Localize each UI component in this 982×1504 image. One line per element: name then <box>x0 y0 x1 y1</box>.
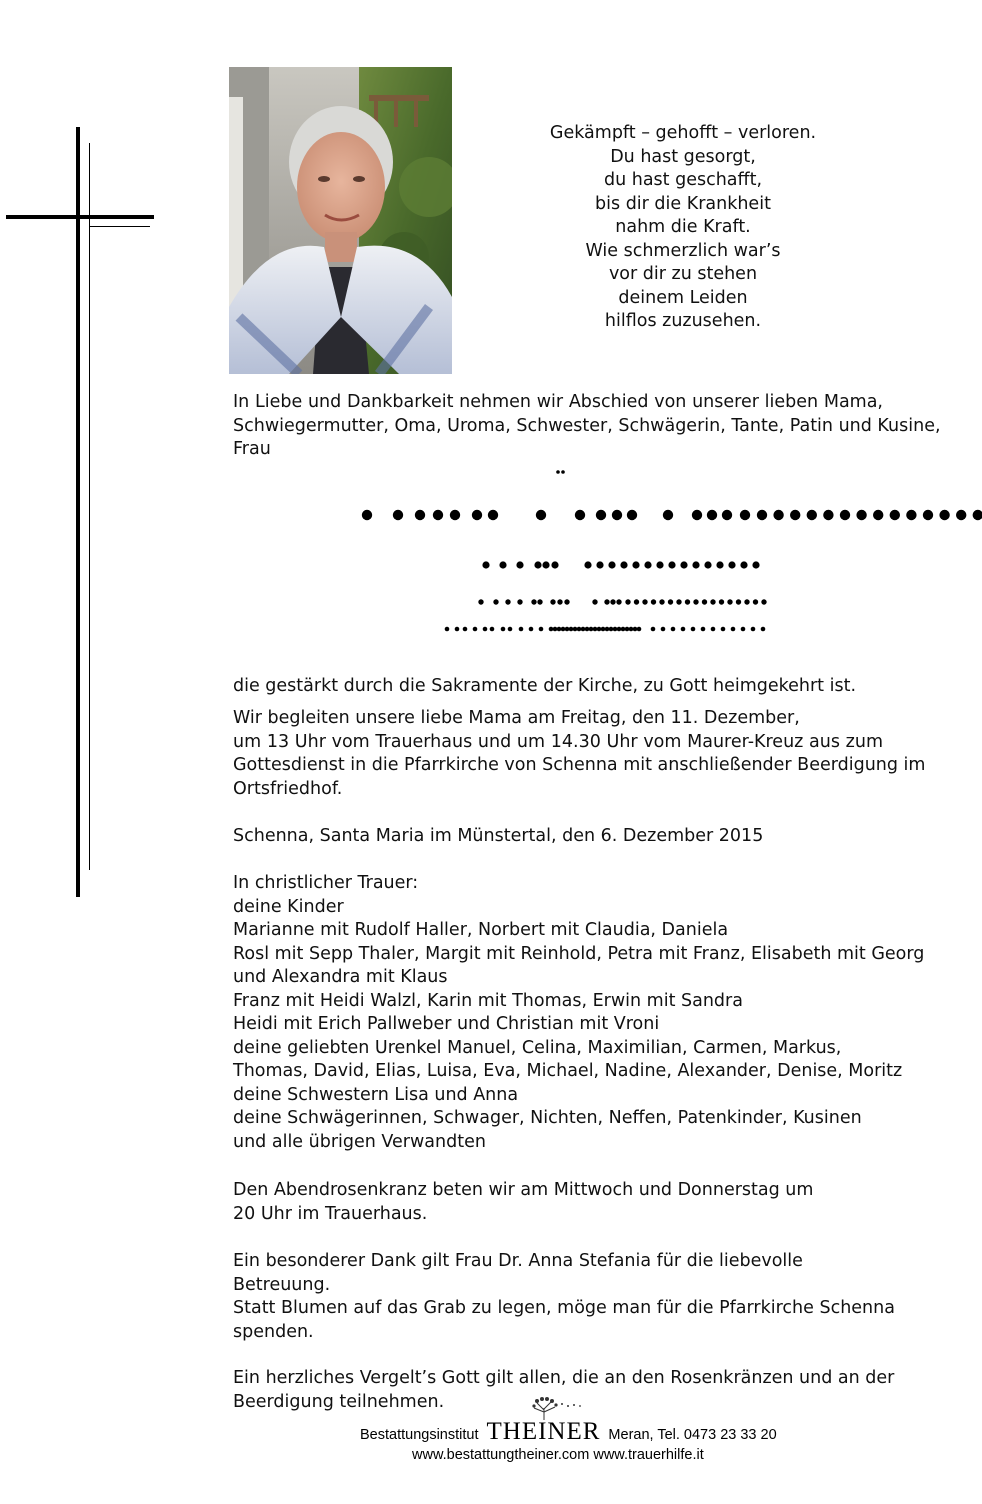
redaction-dot <box>557 599 562 604</box>
redacted-name-block <box>0 0 982 650</box>
intro-line: In Liebe und Dankbarkeit nehmen wir Abschied von unserer lieben Mama, <box>233 392 883 412</box>
redaction-dot <box>707 510 717 520</box>
redaction-dot <box>727 599 732 604</box>
redaction-dot <box>616 599 621 604</box>
poem-line: Du hast gesorgt, <box>610 146 756 167</box>
mourners-line: Rosl mit Sepp Thaler, Margit mit Reinhold, Petra mit Franz, Elisabeth mit Georg <box>233 943 925 964</box>
poem-line: deinem Leiden <box>618 287 748 308</box>
redaction-dot <box>668 561 675 568</box>
redaction-dot <box>736 599 741 604</box>
redaction-dot <box>722 510 732 520</box>
redaction-dot <box>629 627 634 632</box>
redaction-dot <box>463 627 468 632</box>
redaction-dot <box>601 627 606 632</box>
redaction-dot <box>508 627 513 632</box>
poem-line: bis dir die Krankheit <box>595 193 771 214</box>
redaction-dot <box>604 599 609 604</box>
redaction-dot <box>823 510 833 520</box>
footer-contact: Meran, Tel. 0473 23 33 20 <box>608 1427 777 1443</box>
redaction-dot <box>596 561 603 568</box>
redaction-dot <box>393 510 403 520</box>
redaction-dot <box>731 627 736 632</box>
redaction-dot <box>534 561 541 568</box>
redaction-dot <box>956 510 966 520</box>
mourners-line: und Alexandra mit Klaus <box>233 967 448 987</box>
redaction-dot <box>553 627 558 632</box>
redaction-dot <box>644 561 651 568</box>
redaction-dot <box>693 599 698 604</box>
mourners-line: Heidi mit Erich Pallweber und Christian mit Vroni <box>233 1014 660 1034</box>
redaction-dot <box>890 510 900 520</box>
redaction-dot <box>517 599 522 604</box>
redaction-dot <box>752 561 759 568</box>
redaction-dot <box>585 627 590 632</box>
redaction-dot <box>701 627 706 632</box>
redaction-dot <box>505 599 510 604</box>
redaction-dot <box>753 599 758 604</box>
redaction-dot <box>536 510 546 520</box>
redaction-dot <box>681 627 686 632</box>
redaction-dot <box>516 561 523 568</box>
redaction-dot <box>478 599 483 604</box>
mourners-line: Franz mit Heidi Walzl, Karin mit Thomas, Erwin mit Sandra <box>233 990 743 1011</box>
redaction-dot <box>581 627 586 632</box>
funeral-line: Wir begleiten unsere liebe Mama am Freitag, den 11. Dezember, <box>233 708 800 728</box>
poem-line: hilflos zuzusehen. <box>604 311 762 331</box>
redaction-dot <box>433 510 443 520</box>
redaction-dot <box>680 561 687 568</box>
redaction-dot <box>728 561 735 568</box>
rosary-line: Den Abendrosenkranz beten wir am Mittwoch und Donnerstag um <box>233 1180 814 1200</box>
redaction-dot <box>716 561 723 568</box>
redaction-dot <box>873 510 883 520</box>
redaction-dot <box>710 599 715 604</box>
flowers-line: spenden. <box>233 1321 314 1342</box>
flowers-paragraph <box>233 1297 895 1344</box>
funeral-line: um 13 Uhr vom Trauerhaus und um 14.30 Uhr vom Maurer-Kreuz aus zum <box>233 731 883 752</box>
redaction-dot <box>445 627 450 632</box>
redaction-dot <box>450 510 460 520</box>
redaction-dot <box>613 627 618 632</box>
redaction-dot <box>519 627 524 632</box>
redaction-dot <box>542 561 549 568</box>
redaction-dot <box>691 627 696 632</box>
footer-brand-logo: THEINER <box>486 1418 601 1445</box>
funeral-line: Ortsfriedhof. <box>233 778 343 799</box>
redaction-dot <box>692 510 702 520</box>
redaction-dot <box>564 599 569 604</box>
redaction-dot <box>651 599 656 604</box>
redaction-dot <box>455 627 460 632</box>
poem-line: vor dir zu stehen <box>608 264 758 284</box>
redaction-dot <box>501 627 506 632</box>
intro-line: Schwiegermutter, Oma, Uroma, Schwester, Schwägerin, Tante, Patin und Kusine, <box>233 415 941 436</box>
redaction-dot <box>632 561 639 568</box>
tree-logo-icon <box>528 1394 588 1422</box>
funeral-paragraph <box>233 707 926 801</box>
redaction-dot <box>634 599 639 604</box>
redaction-dot <box>659 599 664 604</box>
redaction-dot <box>621 627 626 632</box>
redaction-dot <box>740 510 750 520</box>
redaction-dot <box>589 627 594 632</box>
redaction-dot <box>612 510 622 520</box>
redaction-dot <box>539 627 544 632</box>
redaction-dot <box>620 561 627 568</box>
redaction-dot <box>584 561 591 568</box>
redaction-dot <box>721 627 726 632</box>
redaction-dot <box>531 599 536 604</box>
redaction-dot <box>609 627 614 632</box>
redaction-dot <box>702 599 707 604</box>
rosary-line: 20 Uhr im Trauerhaus. <box>233 1203 428 1224</box>
poem-line: nahm die Kraft. <box>615 217 751 237</box>
redaction-dot <box>656 561 663 568</box>
redaction-dot <box>577 627 582 632</box>
redaction-dot <box>575 510 585 520</box>
redaction-dot <box>625 599 630 604</box>
redaction-dot <box>617 627 622 632</box>
funeral-line: Gottesdienst in die Pfarrkirche von Schenna mit anschließender Beerdigung im <box>233 755 926 775</box>
redaction-dot <box>671 627 676 632</box>
intro-line: Frau <box>233 439 271 459</box>
footer-websites: www.bestattungtheiner.com www.trauerhilfe.it <box>412 1447 704 1463</box>
redaction-dot <box>605 627 610 632</box>
redaction-dot <box>608 561 615 568</box>
redaction-dot <box>569 627 574 632</box>
poem-line: Wie schmerzlich war’s <box>585 240 781 261</box>
redaction-dot <box>668 599 673 604</box>
redaction-dot <box>557 627 562 632</box>
footer-prefix: Bestattungsinstitut <box>360 1427 479 1443</box>
rosary-paragraph <box>233 1179 883 1226</box>
mourners-line: Marianne mit Rudolf Haller, Norbert mit Claudia, Daniela <box>233 920 729 940</box>
redaction-dot <box>633 627 638 632</box>
redaction-dot <box>807 510 817 520</box>
mourners-line: deine Schwestern Lisa und Anna <box>233 1084 519 1105</box>
redaction-dot <box>757 510 767 520</box>
mourners-line: deine Kinder <box>233 896 344 917</box>
redaction-dot <box>790 510 800 520</box>
mourners-line: Thomas, David, Elias, Luisa, Eva, Michael, Nadine, Alexander, Denise, Moritz <box>233 1061 903 1081</box>
redaction-dot <box>973 510 982 520</box>
mourners-line: und alle übrigen Verwandten <box>233 1131 486 1152</box>
redaction-dot <box>490 627 495 632</box>
redaction-dot <box>744 599 749 604</box>
redaction-dot <box>773 510 783 520</box>
redaction-dot <box>499 561 506 568</box>
redaction-dot <box>637 627 642 632</box>
redaction-dot <box>740 561 747 568</box>
poem-line: Gekämpft – gehofft – verloren. <box>549 123 817 143</box>
redaction-dot <box>741 627 746 632</box>
sacraments-line: die gestärkt durch die Sakramente der Kirche, zu Gott heimgekehrt ist. <box>233 676 857 696</box>
redaction-dot <box>923 510 933 520</box>
redaction-dot <box>597 627 602 632</box>
redaction-dot <box>761 599 766 604</box>
redaction-dot <box>711 627 716 632</box>
redaction-dot <box>537 599 542 604</box>
redaction-dot <box>661 627 666 632</box>
place-date: Schenna, Santa Maria im Münstertal, den 6. Dezember 2015 <box>233 826 764 846</box>
redaction-dot <box>906 510 916 520</box>
flowers-line: Statt Blumen auf das Grab zu legen, möge man für die Pfarrkirche Schenna <box>233 1298 895 1318</box>
redaction-dot <box>593 627 598 632</box>
redaction-dot <box>627 510 637 520</box>
redaction-dot <box>840 510 850 520</box>
redaction-dot <box>556 470 560 474</box>
redaction-dot <box>473 627 478 632</box>
redaction-dot <box>704 561 711 568</box>
redaction-dot <box>592 599 597 604</box>
redaction-dot <box>610 599 615 604</box>
mourners-line: deine geliebten Urenkel Manuel, Celina, Maximilian, Carmen, Markus, <box>233 1037 842 1058</box>
redaction-dot <box>565 627 570 632</box>
redaction-dot <box>751 627 756 632</box>
redaction-dot <box>472 510 482 520</box>
redaction-dot <box>561 627 566 632</box>
redaction-dot <box>549 627 554 632</box>
mourners-list <box>233 872 925 1154</box>
redaction-dot <box>685 599 690 604</box>
thanks-all-line: Ein herzliches Vergelt’s Gott gilt allen, die an den Rosenkränzen und an der <box>233 1368 895 1388</box>
redaction-dot <box>596 510 606 520</box>
redaction-dot <box>362 510 372 520</box>
thanks-doctor: Ein besonderer Dank gilt Frau Dr. Anna Stefania für die liebevolle Betreuung. <box>233 1251 803 1295</box>
redaction-dot <box>529 627 534 632</box>
redaction-dot <box>856 510 866 520</box>
mourners-line: In christlicher Trauer: <box>233 873 419 893</box>
redaction-dot <box>663 510 673 520</box>
redaction-dot <box>692 561 699 568</box>
redaction-dot <box>482 561 489 568</box>
redaction-dot <box>550 599 555 604</box>
mourners-line: deine Schwägerinnen, Schwager, Nichten, Neffen, Patenkinder, Kusinen <box>233 1108 862 1128</box>
poem-line: du hast geschafft, <box>603 170 763 190</box>
redaction-dot <box>551 561 558 568</box>
funeral-home-footer <box>360 1418 800 1463</box>
redaction-dot <box>493 599 498 604</box>
redaction-dot <box>573 627 578 632</box>
thanks-all-line: Beerdigung teilnehmen. <box>233 1391 445 1412</box>
redaction-dot <box>676 599 681 604</box>
redaction-dot <box>642 599 647 604</box>
redaction-dot <box>625 627 630 632</box>
redaction-dot <box>939 510 949 520</box>
redaction-dot <box>651 627 656 632</box>
redaction-dot <box>483 627 488 632</box>
redaction-dot <box>561 470 565 474</box>
redaction-dot <box>761 627 766 632</box>
redaction-dot <box>415 510 425 520</box>
redaction-dot <box>719 599 724 604</box>
redaction-dot <box>488 510 498 520</box>
